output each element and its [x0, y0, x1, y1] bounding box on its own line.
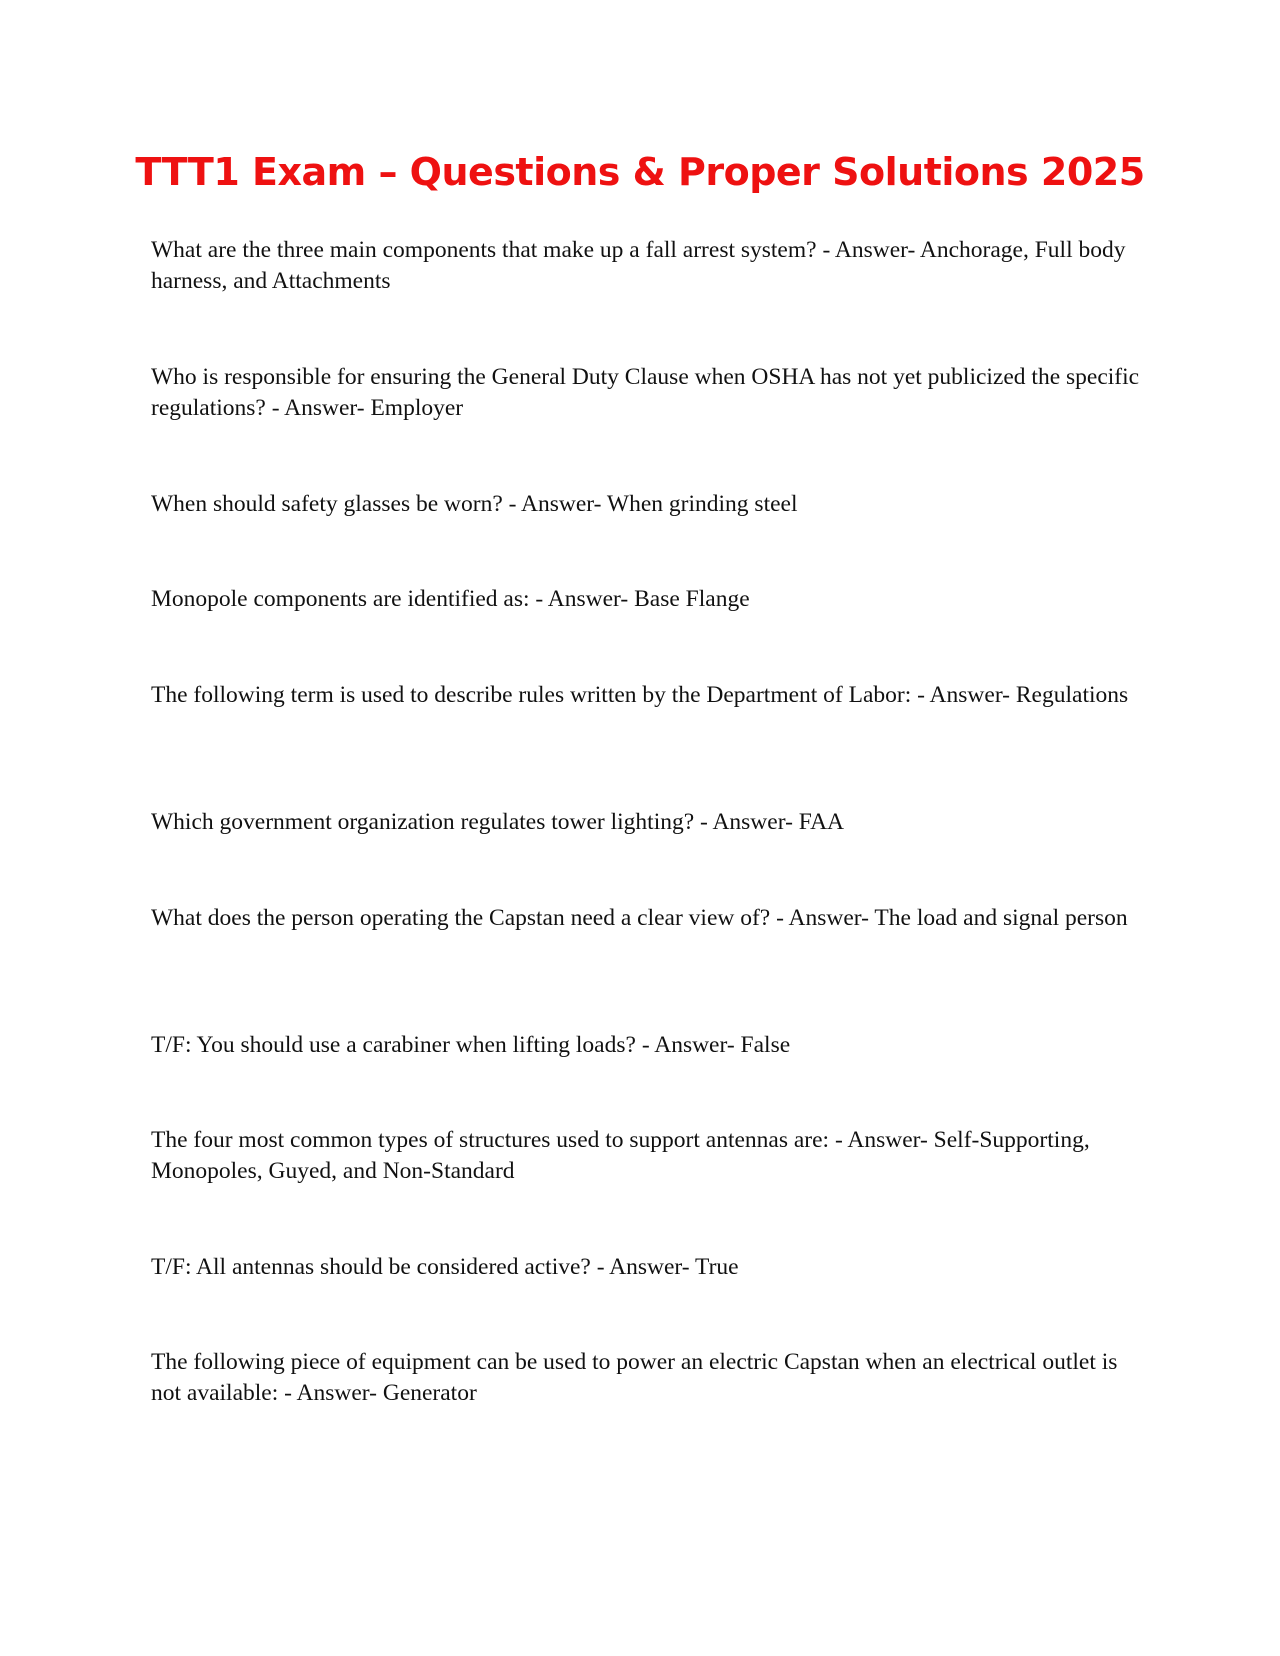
- qa-item: The four most common types of structures used to support antennas are: - Answer- Self-Supporting, Monopoles, Guyed, and Non-Standard: [151, 1127, 1090, 1184]
- page-title: TTT1 Exam – Questions & Proper Solutions 2025: [135, 150, 1145, 194]
- qa-item: The following term is used to describe rules written by the Department of Labor: - Answer- Regulations: [151, 682, 1129, 708]
- qa-item: Monopole components are identified as: - Answer- Base Flange: [151, 586, 750, 612]
- qa-item: T/F: All antennas should be considered active? - Answer- True: [151, 1254, 739, 1280]
- qa-item: What are the three main components that make up a fall arrest system? - Answer- Anchorage, Full body harness, and Attachments: [151, 237, 1126, 294]
- qa-item: Who is responsible for ensuring the General Duty Clause when OSHA has not yet publicized the specific regulations? - Answer- Employer: [151, 364, 1140, 421]
- qa-item: What does the person operating the Capstan need a clear view of? - Answer- The load and signal person: [151, 905, 1128, 931]
- qa-item: T/F: You should use a carabiner when lifting loads? - Answer- False: [151, 1032, 791, 1058]
- qa-item: The following piece of equipment can be used to power an electric Capstan when an electrical outlet is not available: - Answer- Generator: [151, 1349, 1118, 1406]
- qa-item: When should safety glasses be worn? - Answer- When grinding steel: [151, 491, 798, 517]
- qa-item: Which government organization regulates tower lighting? - Answer- FAA: [151, 809, 845, 835]
